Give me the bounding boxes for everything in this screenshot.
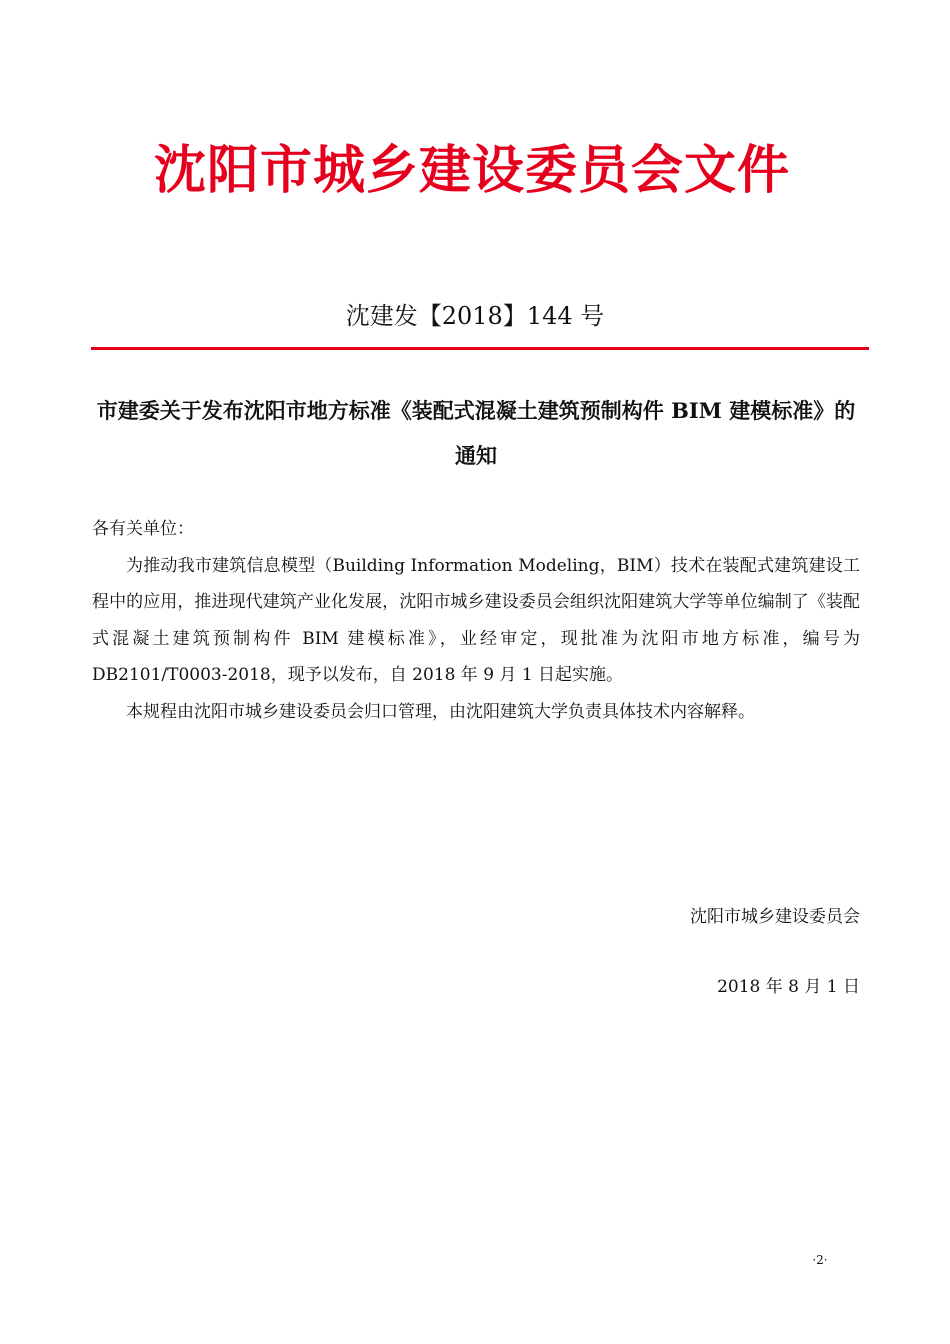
red-divider xyxy=(91,347,869,350)
page-number: ·2· xyxy=(812,1253,828,1267)
masthead-title: 沈阳市城乡建设委员会文件 xyxy=(153,141,790,201)
notice-title: 市建委关于发布沈阳市地方标准《装配式混凝土建筑预制构件 BIM 建模标准》的通知 xyxy=(96,398,856,468)
salutation: 各有关单位： xyxy=(92,519,194,539)
document-number: 沈建发【2018】144 号 xyxy=(345,302,605,330)
document-body xyxy=(92,511,860,730)
body-paragraph: 为推动我市建筑信息模型（Building Information Modeling，BIM）技术在装配式建筑建设工程中的应用，推进现代建筑产业化发展，沈阳市城乡建设委员会组织沈阳建筑大学等单位编制了《装配式混凝土建筑预制构件 BIM 建模标准》，业经审定，现批准为沈阳市地方标准，编号为 DB2101/T0003-2018，现予以发布，自 2018 年 9 月 1 日起实施。 xyxy=(92,555,860,685)
issue-date: 2018 年 8 月 1 日 xyxy=(717,977,860,997)
body-paragraph: 本规程由沈阳市城乡建设委员会归口管理，由沈阳建筑大学负责具体技术内容解释。 xyxy=(126,701,755,722)
issuer-signature: 沈阳市城乡建设委员会 xyxy=(690,907,860,927)
